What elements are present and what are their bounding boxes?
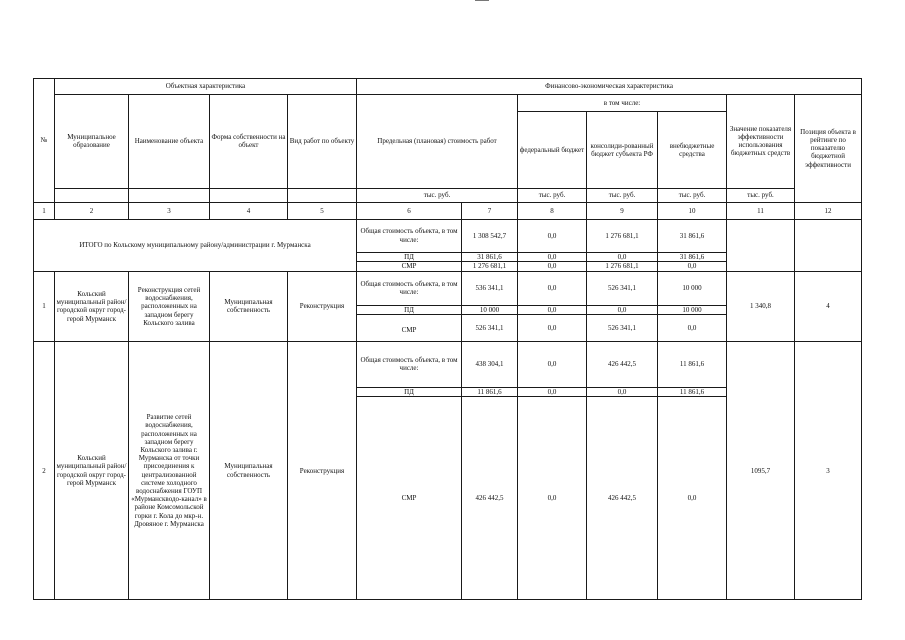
cell-cost: 536 341,1: [462, 271, 518, 305]
cell-cost: 526 341,1: [462, 315, 518, 342]
object-work: Реконструкция: [288, 342, 357, 600]
row-label: ПД: [357, 387, 462, 397]
col-header-name: Наименование объекта: [129, 94, 210, 188]
object-work: Реконструкция: [288, 271, 357, 342]
col-number: 2: [55, 203, 129, 220]
col-number: 3: [129, 203, 210, 220]
cell-fed: 0,0: [518, 315, 587, 342]
unit-cost: тыс. руб.: [357, 188, 518, 202]
col-header-eff: Значение показателя эффективности использования бюджетных средств: [727, 94, 795, 188]
object-eff: 1 340,8: [727, 271, 795, 342]
cell-cons: 0,0: [587, 305, 658, 315]
row-label: СМР: [357, 315, 462, 342]
cell-fed: 0,0: [518, 387, 587, 397]
row-label: ПД: [357, 252, 462, 262]
col-header-mo: Муниципальное образование: [55, 94, 129, 188]
cell-cost: 438 304,1: [462, 342, 518, 388]
unit-extra: тыс. руб.: [658, 188, 727, 202]
group-header-finance: Финансово-экономическая характеристика: [357, 79, 862, 95]
cell-cons: 1 276 681,1: [587, 219, 658, 252]
col-header-num: №: [34, 79, 55, 203]
cell-extra: 11 861,6: [658, 387, 727, 397]
cell-fed: 0,0: [518, 252, 587, 262]
row-label: СМР: [357, 397, 462, 600]
header-row-subgroup: [34, 94, 862, 112]
row-label: ПД: [357, 305, 462, 315]
total-label: ИТОГО по Кольскому муниципальному району/администрации г. Мурманска: [34, 219, 357, 271]
cell-fed: 0,0: [518, 262, 587, 272]
col-header-in-that: в том числе:: [518, 94, 727, 112]
cell-fed: 0,0: [518, 342, 587, 388]
col-number: 8: [518, 203, 587, 220]
cell-fed: 0,0: [518, 397, 587, 600]
col-number: 7: [462, 203, 518, 220]
col-number: 1: [34, 203, 55, 220]
col-number: 12: [795, 203, 862, 220]
object-num: 1: [34, 271, 55, 342]
object-form: Муниципальная собственность: [210, 342, 288, 600]
investment-objects-table: [33, 78, 862, 600]
cell-fed: 0,0: [518, 271, 587, 305]
cell-cons: 0,0: [587, 252, 658, 262]
unit-cons: тыс. руб.: [587, 188, 658, 202]
cell-extra: 10 000: [658, 271, 727, 305]
col-header-rank: Позиция объекта в рейтинге по показателю бюджетной эффективности: [795, 94, 862, 203]
col-number: 4: [210, 203, 288, 220]
cell-cons: 526 341,1: [587, 315, 658, 342]
object-name: Развитие сетей водоснабжения, расположенных на западном берегу Кольского залива г. Мурманска от точки присоединения к централизованной системе холодного водоснабжения ГОУП «Мурманскводо-канал» в районе Комсомольской горки г. Кола до мкр-н. Дровяное г. Мурманска: [129, 342, 210, 600]
column-number-row: [34, 203, 862, 220]
object-rank: 3: [795, 342, 862, 600]
cell-cost: 11 861,6: [462, 387, 518, 397]
col-header-form: Форма собственности на объект: [210, 94, 288, 188]
header-row-units: [34, 188, 862, 202]
unit-eff: тыс. руб.: [727, 188, 795, 202]
cell-cons: 426 442,5: [587, 342, 658, 388]
row-label: Общая стоимость объекта, в том числе:: [357, 271, 462, 305]
col-header-cons: консолиди-рованный бюджет субъекта РФ: [587, 112, 658, 189]
col-number: 5: [288, 203, 357, 220]
col-header-cost: Предельная (плановая) стоимость работ: [357, 94, 518, 188]
cell-cons: 426 442,5: [587, 397, 658, 600]
cell-cons: 526 341,1: [587, 271, 658, 305]
row-label: Общая стоимость объекта, в том числе:: [357, 342, 462, 388]
group-header-object: Объектная характеристика: [55, 79, 357, 95]
cell-cons: 0,0: [587, 387, 658, 397]
cell-extra: 0,0: [658, 262, 727, 272]
page-number-mark: [475, 0, 489, 2]
object-2-row-general: [34, 342, 862, 388]
object-name: Реконструкция сетей водоснабжения, расположенных на западном берегу Кольского залива: [129, 271, 210, 342]
object-rank: 4: [795, 271, 862, 342]
cell-cost: 31 861,6: [462, 252, 518, 262]
cell-cost: 1 308 542,7: [462, 219, 518, 252]
object-mo: Кольский муниципальный район/ городской округ город-герой Мурманск: [55, 271, 129, 342]
cell-cons: 1 276 681,1: [587, 262, 658, 272]
col-number: 9: [587, 203, 658, 220]
col-header-fed: федеральный бюджет: [518, 112, 587, 189]
col-number: 10: [658, 203, 727, 220]
cell-extra: 31 861,6: [658, 252, 727, 262]
col-number: 6: [357, 203, 462, 220]
cell-extra: 0,0: [658, 397, 727, 600]
header-row-groups: [34, 79, 862, 95]
cell-extra: 31 861,6: [658, 219, 727, 252]
total-row-general: [34, 219, 862, 252]
unit-fed: тыс. руб.: [518, 188, 587, 202]
cell-fed: 0,0: [518, 305, 587, 315]
col-number: 11: [727, 203, 795, 220]
cell-extra: 10 000: [658, 305, 727, 315]
row-label: СМР: [357, 262, 462, 272]
cell-cost: 426 442,5: [462, 397, 518, 600]
cell-extra: 11 861,6: [658, 342, 727, 388]
object-mo: Кольский муниципальный район/ городской округ город-герой Мурманск: [55, 342, 129, 600]
row-label: Общая стоимость объекта, в том числе:: [357, 219, 462, 252]
col-header-work: Вид работ по объекту: [288, 94, 357, 188]
object-form: Муниципальная собственность: [210, 271, 288, 342]
object-num: 2: [34, 342, 55, 600]
col-header-extra: внебюджетные средства: [658, 112, 727, 189]
cell-fed: 0,0: [518, 219, 587, 252]
object-1-row-general: [34, 271, 862, 305]
cell-cost: 10 000: [462, 305, 518, 315]
cell-extra: 0,0: [658, 315, 727, 342]
cell-cost: 1 276 681,1: [462, 262, 518, 272]
object-eff: 1095,7: [727, 342, 795, 600]
